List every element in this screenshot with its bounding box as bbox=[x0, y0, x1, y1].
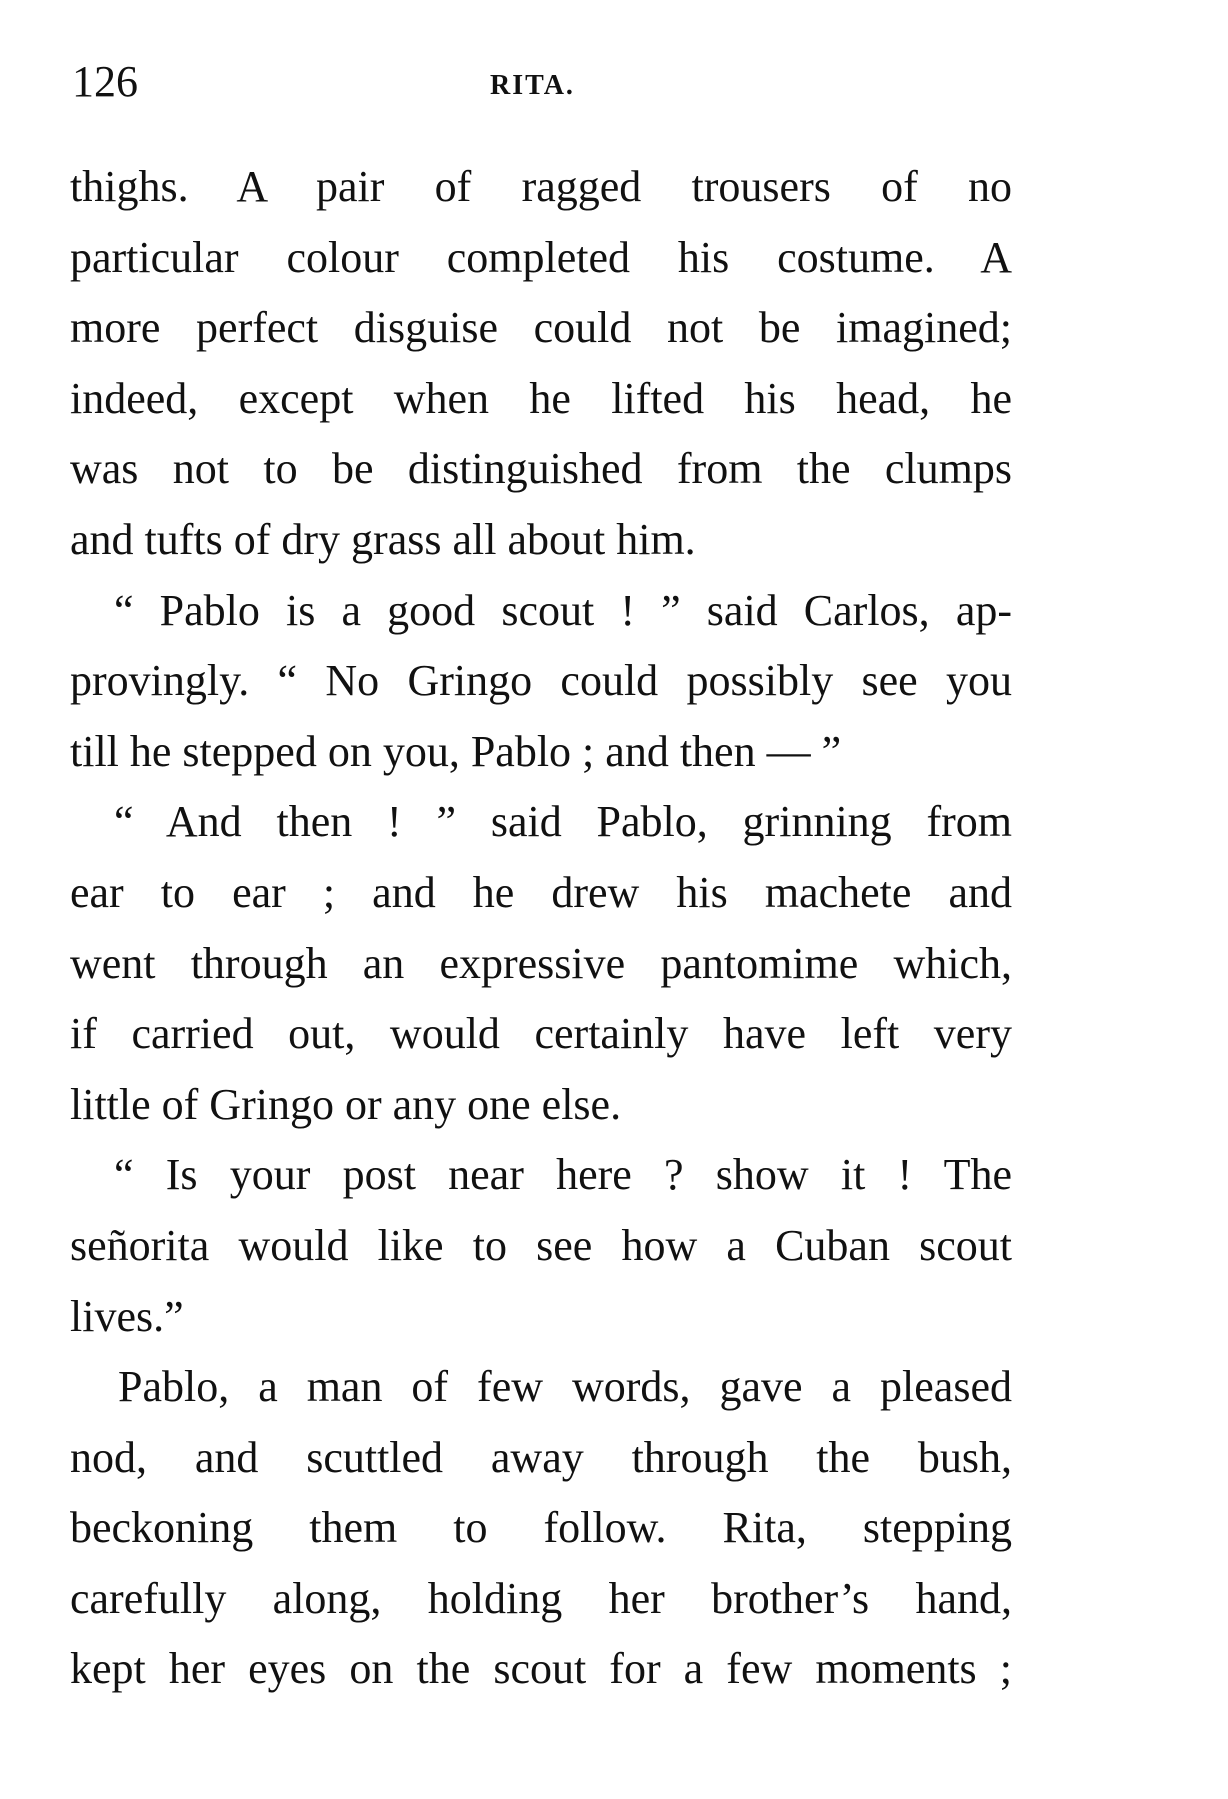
body-text bbox=[70, 152, 1012, 1705]
running-head: RITA. bbox=[490, 70, 575, 101]
text-line: “ Pablo is a good scout ! ” said Carlos, ap- bbox=[114, 585, 1012, 635]
text-line: till he stepped on you, Pablo ; and then — ” bbox=[70, 726, 842, 776]
text-line: carefully along, holding her brother’s hand, bbox=[70, 1573, 1012, 1623]
text-line: nod, and scuttled away through the bush, bbox=[70, 1432, 1012, 1482]
text-line: “ Is your post near here ? show it ! The bbox=[114, 1150, 1012, 1200]
text-line: kept her eyes on the scout for a few moments ; bbox=[70, 1644, 1012, 1694]
text-line: Pablo, a man of few words, gave a pleased bbox=[118, 1362, 1012, 1412]
text-line: provingly. “ No Gringo could possibly see you bbox=[70, 656, 1012, 706]
text-line: thighs. A pair of ragged trousers of no bbox=[70, 162, 1012, 211]
text-line: more perfect disguise could not be imagined; bbox=[70, 303, 1012, 353]
text-line: lives.” bbox=[70, 1291, 184, 1341]
text-line: beckoning them to follow. Rita, stepping bbox=[70, 1503, 1012, 1553]
text-line: went through an expressive pantomime which, bbox=[70, 938, 1012, 988]
text-line: señorita would like to see how a Cuban scout bbox=[70, 1220, 1012, 1270]
text-line: ear to ear ; and he drew his machete and bbox=[70, 867, 1012, 917]
text-line: and tufts of dry grass all about him. bbox=[70, 514, 696, 564]
text-line: was not to be distinguished from the clumps bbox=[70, 444, 1012, 494]
text-line: “ And then ! ” said Pablo, grinning from bbox=[114, 797, 1012, 847]
text-line: if carried out, would certainly have left very bbox=[70, 1009, 1012, 1059]
page-header bbox=[72, 52, 1008, 112]
page-number: 126 bbox=[72, 57, 138, 106]
text-line: indeed, except when he lifted his head, he bbox=[70, 373, 1012, 423]
text-line: little of Gringo or any one else. bbox=[70, 1079, 622, 1129]
text-line: particular colour completed his costume. A bbox=[70, 232, 1012, 282]
